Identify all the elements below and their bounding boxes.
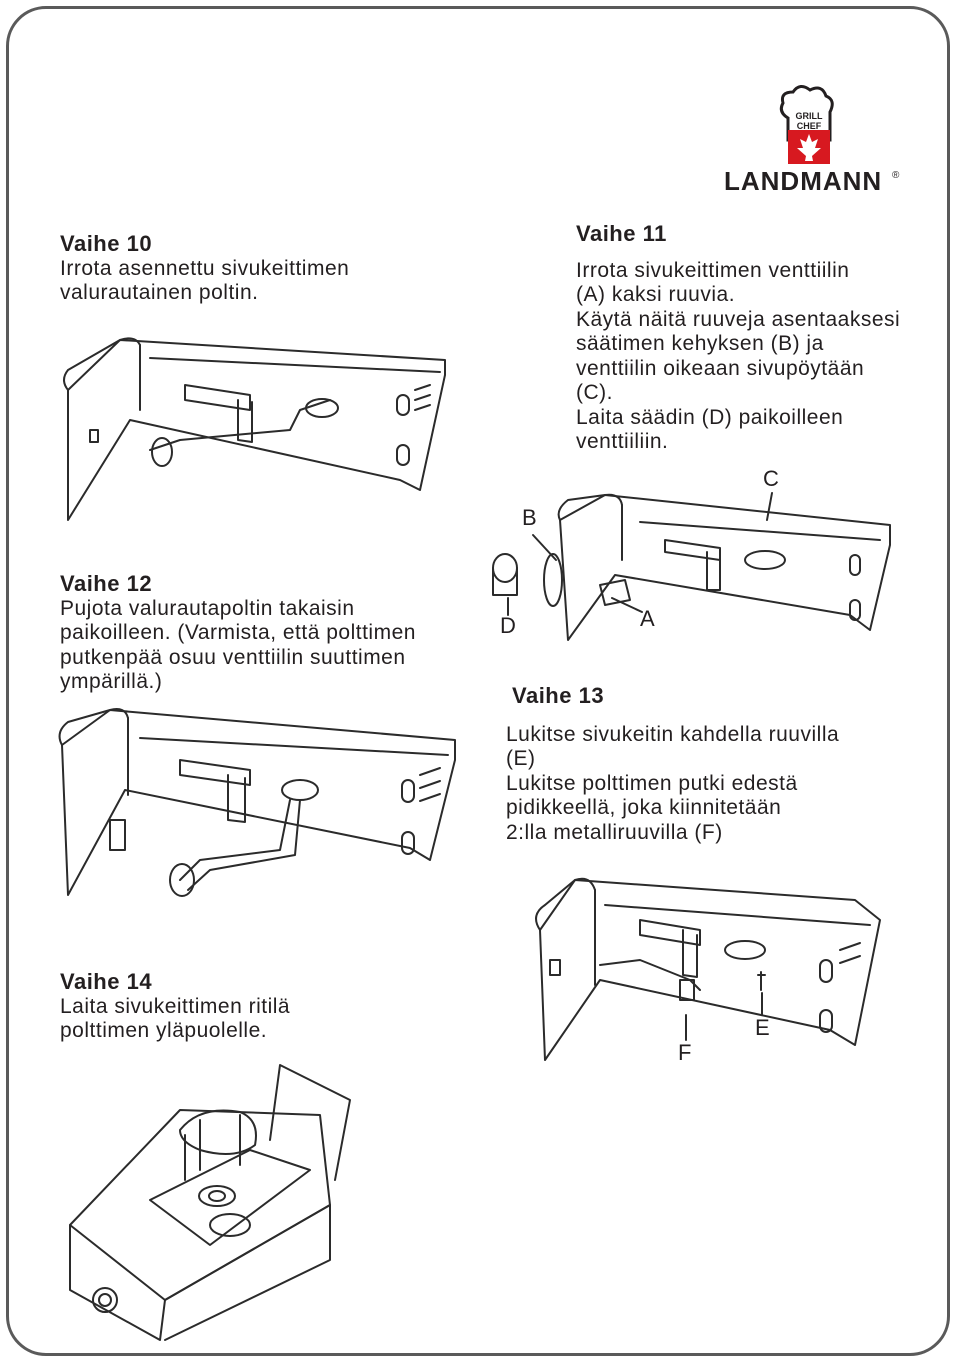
svg-text:CHEF: CHEF [796,121,822,131]
step-text-line: venttiiliin. [576,430,669,453]
step-text-line: Irrota sivukeittimen venttiilin [576,258,850,282]
svg-text:GRILL: GRILL [795,111,823,121]
step-title: Vaihe 10 [60,231,153,256]
callout-a: A [640,606,655,631]
step-text-line: (E) [506,747,536,770]
step-text-line: (C). [576,381,613,404]
step-text-line: Laita sivukeittimen ritilä [60,994,291,1018]
step-text-line: säätimen kehyksen (B) ja [576,332,824,355]
step-text-line: Pujota valurautapoltin takaisin [60,596,355,620]
callout-b: B [522,505,537,530]
callout-f: F [678,1040,692,1065]
step-text-line: putkenpää osuu venttiilin suuttimen [60,645,406,669]
step-text-line: Lukitse sivukeitin kahdella ruuvilla [506,722,840,746]
callout-d: D [500,613,516,638]
step-title: Vaihe 14 [60,969,153,994]
step-title: Vaihe 11 [576,221,667,246]
step-text-line: Käytä näitä ruuveja asentaaksesi [576,307,901,331]
brand-name: LANDMANN [724,166,883,196]
step-text-line: 2:lla metalliruuvilla (F) [506,820,723,844]
step-text-line: valurautainen poltin. [60,281,259,304]
callout-e: E [755,1015,770,1040]
step-text-line: Lukitse polttimen putki edestä [506,771,798,795]
svg-text:®: ® [892,170,900,181]
step-text-line: Laita säädin (D) paikoilleen [576,405,844,429]
step-title: Vaihe 12 [60,571,153,596]
step-title: Vaihe 13 [512,683,605,708]
step-text-line: pidikkeellä, joka kiinnitetään [506,796,782,819]
step-text-line: Irrota asennettu sivukeittimen [60,256,350,280]
step-text-line: venttiilin oikeaan sivupöytään [576,356,865,380]
step-text-line: paikoilleen. (Varmista, että polttimen [60,621,416,644]
step-text-line: polttimen yläpuolelle. [60,1019,268,1042]
step-text-line: (A) kaksi ruuvia. [576,283,736,306]
step-text-line: ympärillä.) [60,670,163,693]
callout-c: C [763,466,779,491]
